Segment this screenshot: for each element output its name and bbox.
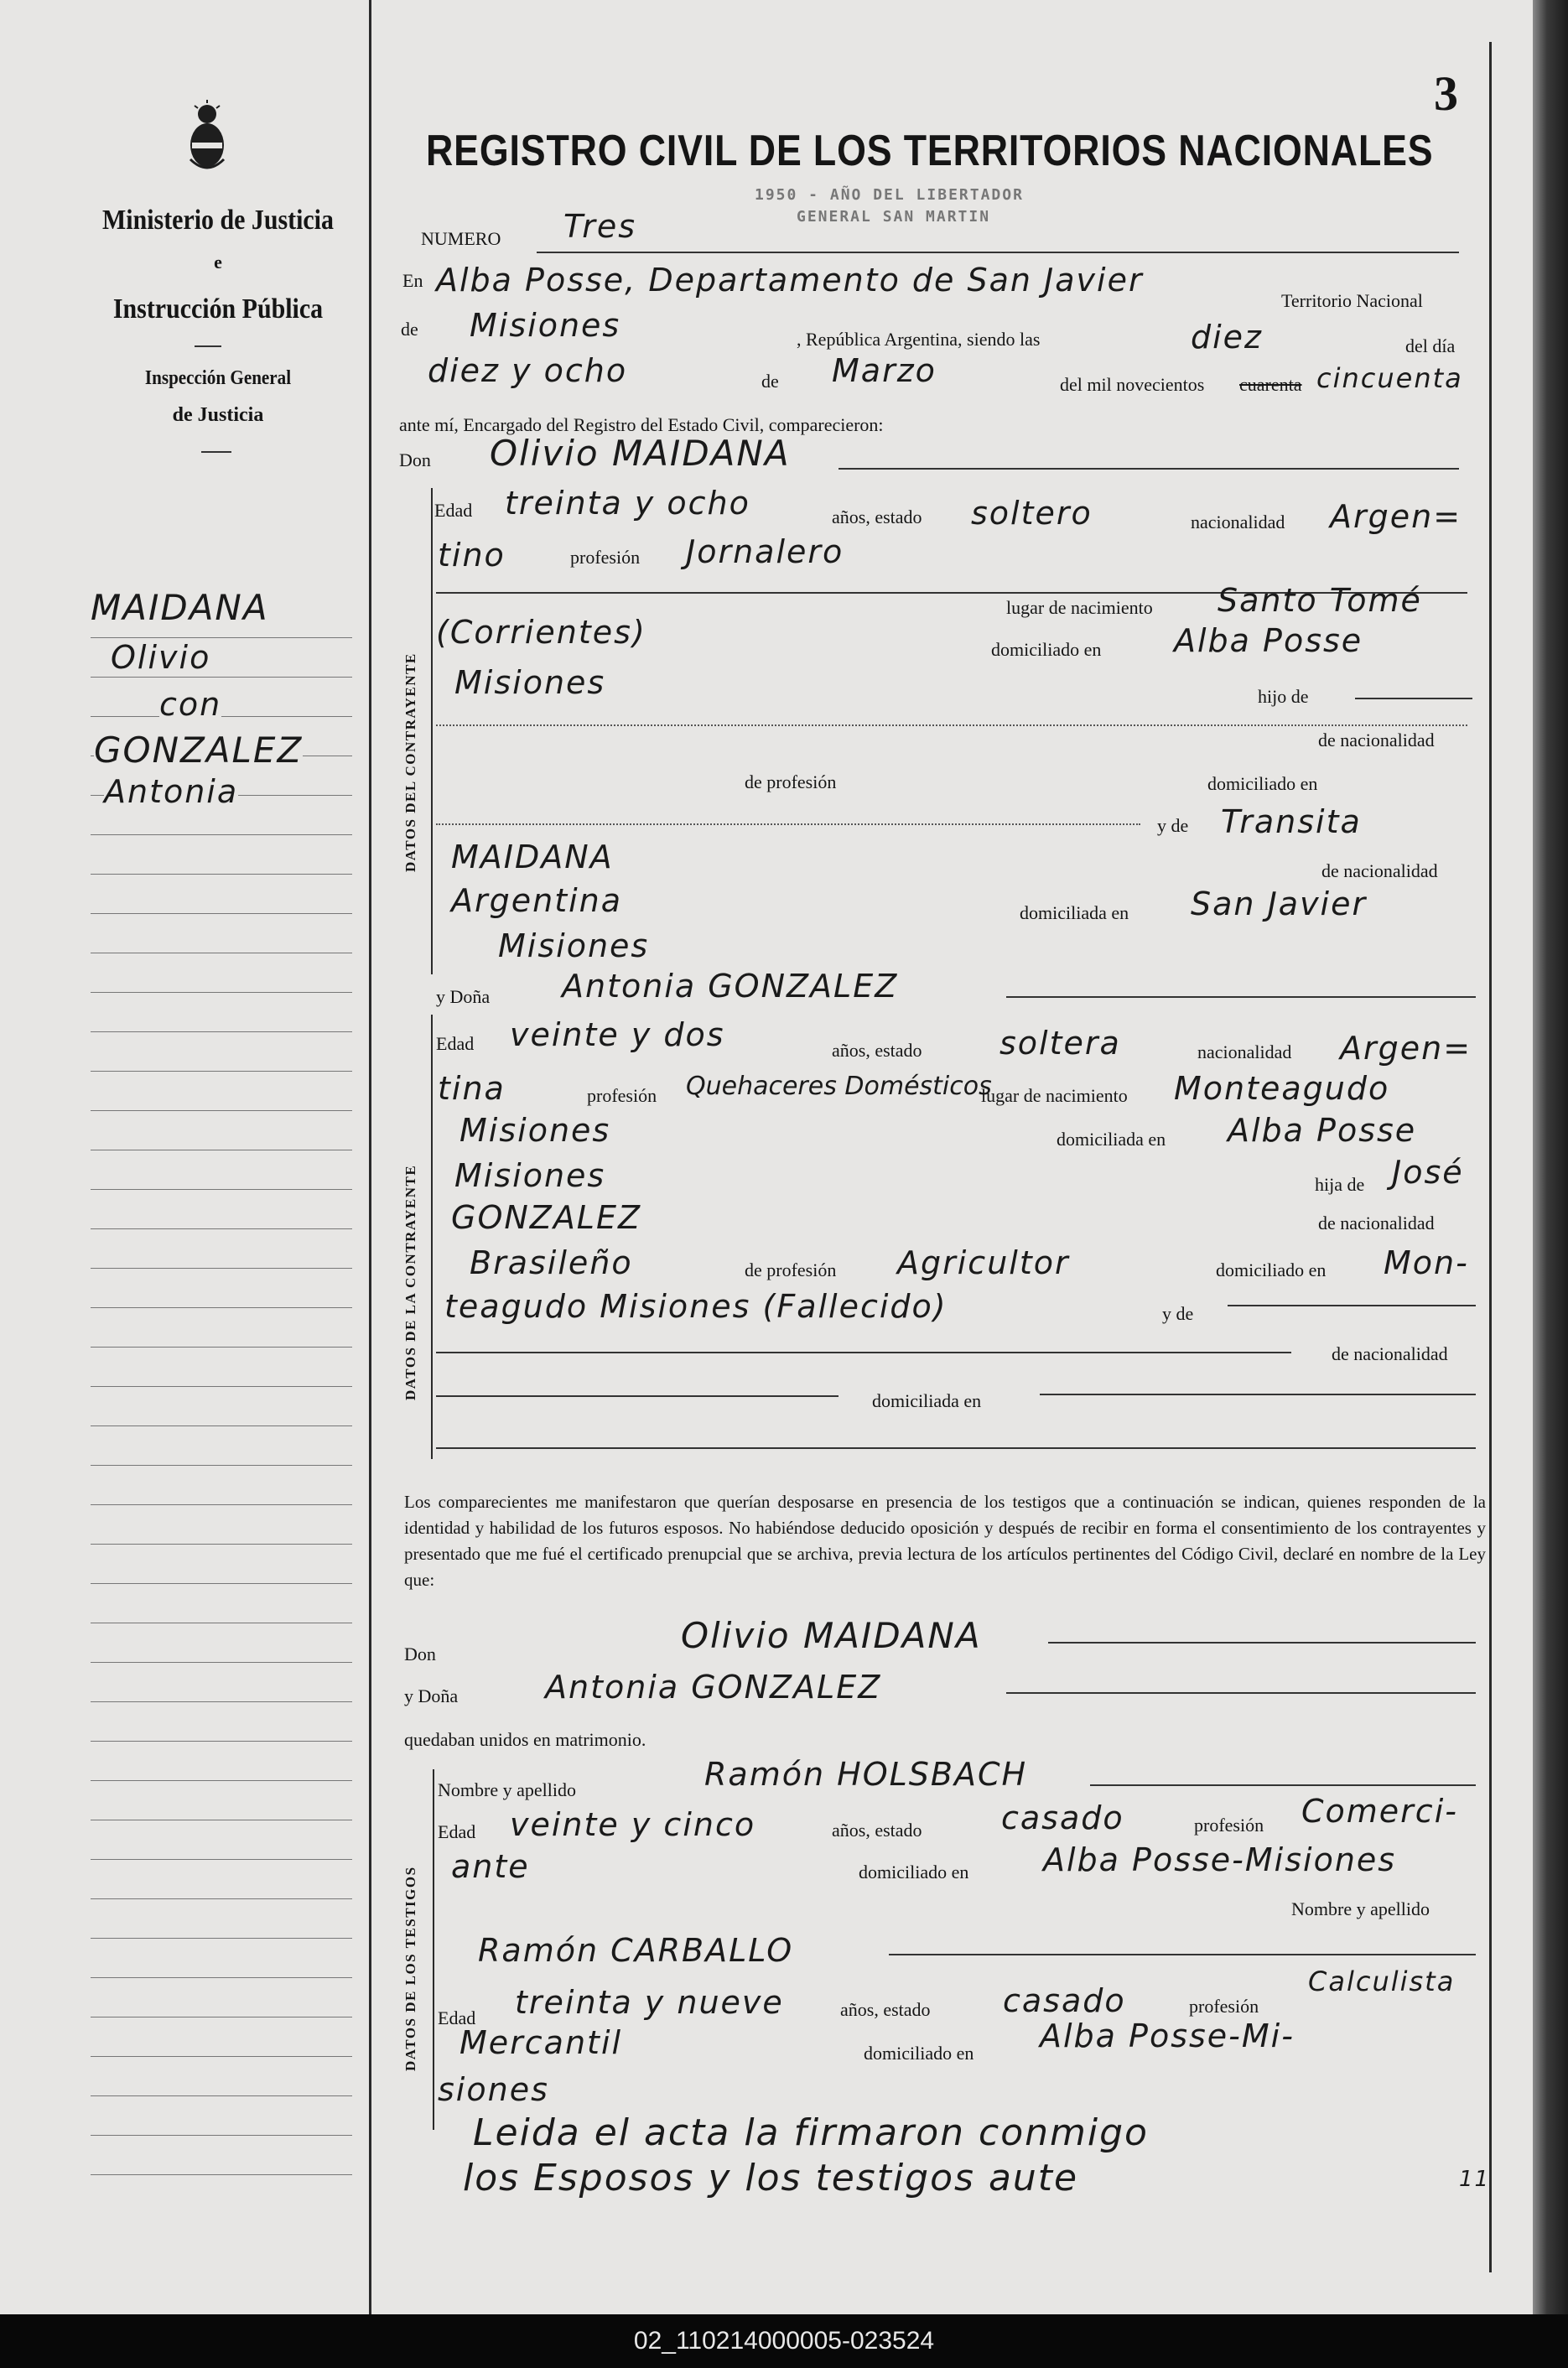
bride-status: soltera	[999, 1025, 1121, 1062]
bride-edad-label: Edad	[436, 1033, 475, 1054]
groom-status: soltero	[971, 495, 1093, 532]
inspection-label-2: de Justicia	[172, 404, 264, 426]
de-mes-label: de	[761, 371, 779, 392]
margin-note-surname: MAIDANA	[91, 587, 269, 628]
bride-father: José	[1392, 1154, 1464, 1191]
w2-edad-label: Edad	[438, 2007, 476, 2028]
bride-bracket	[431, 1015, 433, 1459]
groom-mother-nationality: Argentina	[451, 882, 623, 919]
w1-nombre-label: Nombre y apellido	[438, 1779, 576, 1800]
margin-ledger-lines	[91, 604, 352, 2214]
right-margin-rule	[1489, 42, 1492, 2272]
groom-mother: Transita	[1221, 803, 1362, 840]
margin-note-con: con	[159, 686, 222, 723]
bride-mother-line-2	[436, 1352, 1291, 1353]
page-title: REGISTRO CIVIL DE LOS TERRITORIOS NACIONALES	[426, 127, 1434, 175]
closing-mark: 11	[1459, 2167, 1491, 2192]
bride-father-2: GONZALEZ	[451, 1199, 642, 1236]
bride-profession: Quehaceres Domésticos	[686, 1072, 992, 1101]
groom-name: Olivio MAIDANA	[490, 433, 791, 474]
year-value: cincuenta	[1316, 362, 1463, 394]
bride-father-nac-label: de nacionalidad	[1318, 1213, 1435, 1233]
don-label: Don	[399, 449, 431, 470]
groom-dom-label: domiciliado en	[991, 639, 1102, 660]
bride-mother-line-5	[436, 1447, 1476, 1449]
witness2-domicile: Alba Posse-Mi-	[1040, 2017, 1295, 2054]
republica-label: , República Argentina, siendo las	[797, 329, 1041, 350]
bride-hija-label: hija de	[1315, 1174, 1365, 1195]
w2-estado-label: años, estado	[840, 1999, 931, 2020]
left-margin-rule	[369, 0, 371, 2314]
del-mil-label: del mil novecientos	[1060, 374, 1205, 395]
witness1-age: veinte y cinco	[510, 1806, 756, 1843]
witness1-profession-2: ante	[451, 1848, 530, 1885]
groom-birthplace: Santo Tomé	[1218, 582, 1422, 619]
bride-mother-line-4	[1040, 1394, 1476, 1395]
groom-profession: Jornalero	[686, 533, 844, 570]
w1-name-line	[1090, 1784, 1476, 1786]
bride-father-dom-label: domiciliado en	[1216, 1259, 1327, 1280]
groom-mother-dom-label: domiciliada en	[1020, 902, 1129, 923]
w2-name-line	[889, 1954, 1476, 1955]
bride-birthplace-2: Misiones	[459, 1112, 611, 1149]
groom-father-prof-label: de profesión	[745, 771, 837, 792]
witness-section-label: DATOS DE LOS TESTIGOS	[402, 1866, 418, 2071]
stamp-line-1: 1950 - AÑO DEL LIBERTADOR	[755, 186, 1024, 204]
groom-birthplace-2: (Corrientes)	[436, 614, 646, 651]
groom-age: treinta y ocho	[505, 485, 750, 522]
bride-domicile-2: Misiones	[454, 1157, 606, 1194]
bride-birth-label: lugar de nacimiento	[981, 1085, 1128, 1106]
ministry-label: Ministerio de Justicia	[102, 205, 334, 236]
witness1-status: casado	[1001, 1799, 1124, 1836]
groom-nac-label: nacionalidad	[1191, 512, 1285, 532]
bride-dom-label: domiciliada en	[1057, 1129, 1166, 1150]
w2-prof-label: profesión	[1189, 1996, 1259, 2017]
bride-mother-dom-label: domiciliada en	[872, 1390, 982, 1411]
conjunction-label: e	[214, 252, 222, 273]
groom-father-nac-label: de nacionalidad	[1318, 730, 1435, 750]
bride-mother-line-3	[436, 1395, 839, 1397]
groom-mother-domicile-2: Misiones	[498, 927, 650, 964]
witness1-name: Ramón HOLSBACH	[704, 1756, 1028, 1793]
witness1-profession: Comerci-	[1301, 1793, 1458, 1830]
witness2-profession: Calculista	[1308, 1966, 1456, 1997]
territorio-label: Territorio Nacional	[1281, 290, 1423, 311]
witness2-status: casado	[1003, 1982, 1126, 2019]
witness2-domicile-2: siones	[438, 2071, 549, 2108]
bride-name: Antonia GONZALEZ	[562, 968, 899, 1005]
bride-estado-label: años, estado	[832, 1040, 922, 1061]
decl-dona-line	[1006, 1692, 1476, 1694]
bride-nac-label: nacionalidad	[1197, 1041, 1292, 1062]
bride-mother-nac-label: de nacionalidad	[1332, 1343, 1448, 1364]
groom-father-line	[1355, 698, 1472, 699]
w1-dom-label: domiciliado en	[859, 1862, 969, 1882]
bride-prof-label: profesión	[587, 1085, 657, 1106]
bride-age: veinte y dos	[510, 1016, 725, 1053]
margin-note-surname-2: GONZALEZ	[94, 730, 304, 771]
declaration-paragraph: Los comparecientes me manifestaron que querían desposarse en presencia de los testigos que a continuación se indican, quienes responden de la identidad y habilidad de los futuros esposos. No habiéndose deducido oposición y después de recibir en forma el consentimiento de los contrayentes y presentado que me fué el certificado prenupcial que se archiva, previa lectura de los artículos pertinentes del Código Civil, declaré en nombre de la Ley que:	[404, 1492, 1486, 1590]
decl-don-line	[1048, 1642, 1476, 1644]
decl-groom-name: Olivio MAIDANA	[681, 1615, 982, 1656]
groom-section-label: DATOS DEL CONTRAYENTE	[402, 652, 418, 872]
sidebar-divider	[195, 345, 221, 347]
w1-edad-label: Edad	[438, 1821, 476, 1842]
groom-hijo-label: hijo de	[1258, 686, 1309, 707]
margin-note-name-2: Antonia	[104, 773, 239, 810]
groom-y-de-label: y de	[1157, 815, 1189, 836]
month-value: Marzo	[832, 352, 937, 389]
groom-mother-nac-label: de nacionalidad	[1321, 860, 1438, 881]
bride-domicile: Alba Posse	[1228, 1112, 1417, 1149]
witness2-age: treinta y nueve	[515, 1984, 784, 2021]
witness1-domicile: Alba Posse-Misiones	[1043, 1841, 1397, 1878]
ante-mi-label: ante mí, Encargado del Registro del Estado Civil, comparecieron:	[399, 414, 884, 435]
groom-mother-2: MAIDANA	[451, 839, 614, 875]
instruction-label: Instrucción Pública	[112, 293, 324, 325]
bride-y-de-label: y de	[1162, 1303, 1194, 1324]
witness-bracket	[433, 1769, 434, 2130]
bride-nationality: Argen=	[1340, 1030, 1472, 1067]
bride-father-nationality: Brasileño	[470, 1244, 633, 1281]
w1-prof-label: profesión	[1194, 1815, 1264, 1836]
day-value: diez y ocho	[428, 352, 628, 389]
en-label: En	[402, 270, 423, 291]
groom-birth-label: lugar de nacimiento	[1006, 597, 1153, 618]
bride-father-profession: Agricultor	[897, 1244, 1070, 1281]
w2-dom-label: domiciliado en	[864, 2043, 974, 2064]
closing-line-2: los Esposos y los testigos aute	[463, 2157, 1079, 2199]
del-dia-label: del día	[1405, 335, 1456, 356]
groom-father-dom-dots	[436, 823, 1140, 825]
bride-nationality-2: tina	[438, 1070, 506, 1107]
groom-nationality: Argen=	[1330, 498, 1462, 535]
decl-bride-name: Antonia GONZALEZ	[545, 1669, 882, 1706]
bride-father-domicile-2: teagudo Misiones (Fallecido)	[444, 1288, 948, 1325]
numero-value: Tres	[563, 208, 637, 245]
coat-of-arms-icon	[186, 99, 228, 173]
page-number: 3	[1434, 66, 1458, 121]
groom-father-dom-label: domiciliado en	[1207, 773, 1318, 794]
sidebar-divider-2	[201, 451, 231, 453]
closing-line-1: Leida el acta la firmaron conmigo	[473, 2111, 1149, 2154]
w1-estado-label: años, estado	[832, 1820, 922, 1841]
stamp-line-2: GENERAL SAN MARTIN	[797, 208, 991, 226]
bride-mother-line	[1228, 1305, 1476, 1306]
groom-domicile-2: Misiones	[454, 664, 606, 701]
groom-estado-label: años, estado	[832, 506, 922, 527]
image-id-footer: 02_110214000005-023524	[0, 2314, 1568, 2368]
bride-section-label: DATOS DE LA CONTRAYENTE	[402, 1164, 418, 1400]
cuarenta-struck-label: cuarenta	[1239, 374, 1302, 395]
margin-note-name: Olivio	[111, 639, 211, 676]
groom-edad-label: Edad	[434, 500, 473, 521]
dona-line	[1006, 996, 1476, 998]
decl-don-label: Don	[404, 1644, 436, 1664]
place-value: Alba Posse, Departamento de San Javier	[436, 262, 1144, 299]
groom-prof-label: profesión	[570, 547, 641, 568]
de-label: de	[401, 319, 418, 340]
numero-line	[537, 252, 1459, 253]
bride-birthplace: Monteagudo	[1174, 1070, 1390, 1107]
don-line	[839, 468, 1459, 470]
numero-label: NUMERO	[421, 228, 501, 249]
quedaban-label: quedaban unidos en matrimonio.	[404, 1729, 646, 1750]
hour-value: diez	[1191, 319, 1264, 356]
witness2-profession-2: Mercantil	[459, 2024, 623, 2061]
y-dona-label: y Doña	[436, 986, 491, 1007]
groom-bracket	[431, 488, 433, 974]
groom-nationality-2: tino	[438, 537, 506, 574]
book-spine	[1533, 0, 1568, 2314]
witness2-name: Ramón CARBALLO	[478, 1932, 794, 1969]
territory-value: Misiones	[470, 307, 621, 344]
inspection-label: Inspección General	[144, 367, 292, 389]
groom-father-dots	[436, 724, 1467, 726]
groom-domicile: Alba Posse	[1174, 622, 1363, 659]
bride-father-prof-label: de profesión	[745, 1259, 837, 1280]
bride-father-domicile: Mon-	[1384, 1244, 1469, 1281]
groom-mother-domicile: San Javier	[1191, 885, 1368, 922]
decl-dona-label: y Doña	[404, 1685, 459, 1706]
w2-nombre-label: Nombre y apellido	[1291, 1898, 1430, 1919]
